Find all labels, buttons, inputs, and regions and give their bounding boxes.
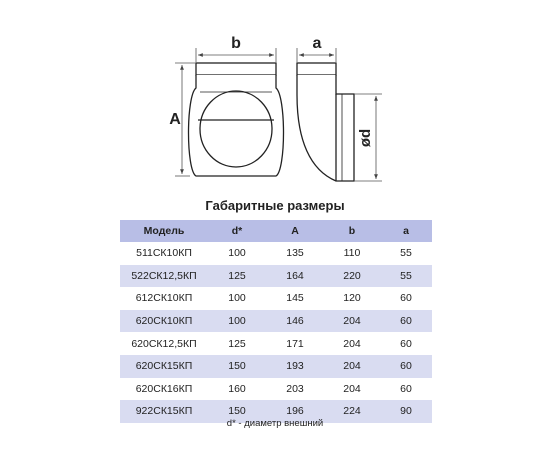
cell-model: 620СК10КП	[120, 310, 208, 333]
cell-a: 90	[380, 400, 432, 423]
technical-drawing	[0, 0, 550, 200]
cell-a: 60	[400, 337, 412, 350]
table-row	[120, 242, 432, 265]
cell-d: 100	[228, 247, 246, 260]
dimension-b-label: b	[231, 35, 241, 52]
cell-a: 55	[400, 247, 412, 260]
dimensions-table	[120, 220, 432, 423]
cell-d: 150	[208, 400, 266, 423]
cell-A: 196	[266, 400, 324, 423]
cell-a: 60	[400, 292, 412, 305]
cell-A: 135	[286, 247, 304, 260]
cell-b: 204	[343, 337, 361, 350]
table-row	[120, 378, 432, 401]
header-b: b	[324, 220, 380, 242]
cell-a: 60	[380, 310, 432, 333]
header-d: d*	[208, 220, 266, 242]
cell-model: 922СК15КП	[120, 400, 208, 423]
cell-model: 620СК16КП	[135, 382, 193, 395]
cell-A: 146	[266, 310, 324, 333]
table-row	[120, 310, 432, 333]
cell-b: 204	[324, 310, 380, 333]
cell-A: 164	[266, 265, 324, 288]
cell-b: 224	[324, 400, 380, 423]
table-title: Габаритные размеры	[205, 198, 345, 213]
cell-model: 620СК15КП	[120, 355, 208, 378]
header-model: Модель	[120, 220, 208, 242]
header-a: a	[380, 220, 432, 242]
cell-d: 100	[228, 292, 246, 305]
footnote: d* - диаметр внешний	[226, 418, 324, 429]
cell-b: 110	[343, 247, 361, 260]
cell-d: 150	[208, 355, 266, 378]
table-row	[120, 355, 432, 378]
header-A: A	[266, 220, 324, 242]
cell-model: 511СК10КП	[136, 247, 192, 260]
cell-d: 125	[208, 265, 266, 288]
table-row	[120, 265, 432, 288]
cell-model: 620СК12,5КП	[131, 337, 197, 350]
dimension-A-label: A	[169, 111, 181, 128]
cell-b: 220	[324, 265, 380, 288]
cell-d: 125	[228, 337, 246, 350]
dimension-a-label: a	[312, 35, 322, 52]
cell-A: 203	[286, 382, 304, 395]
cell-b: 120	[343, 292, 361, 305]
side-view	[297, 63, 354, 181]
table-row	[120, 287, 432, 310]
cell-model: 612СК10КП	[135, 292, 193, 305]
cell-A: 145	[286, 292, 304, 305]
cell-d: 160	[228, 382, 246, 395]
cell-a: 55	[380, 265, 432, 288]
cell-b: 204	[324, 355, 380, 378]
table-header-row	[120, 220, 432, 242]
cell-A: 171	[286, 337, 304, 350]
cell-b: 204	[343, 382, 361, 395]
table-row	[120, 332, 432, 355]
cell-a: 60	[400, 382, 412, 395]
cell-model: 522СК12,5КП	[120, 265, 208, 288]
dimension-d-label: ød	[357, 128, 374, 148]
cell-A: 193	[266, 355, 324, 378]
cell-a: 60	[380, 355, 432, 378]
cell-d: 100	[208, 310, 266, 333]
front-view	[189, 63, 284, 176]
